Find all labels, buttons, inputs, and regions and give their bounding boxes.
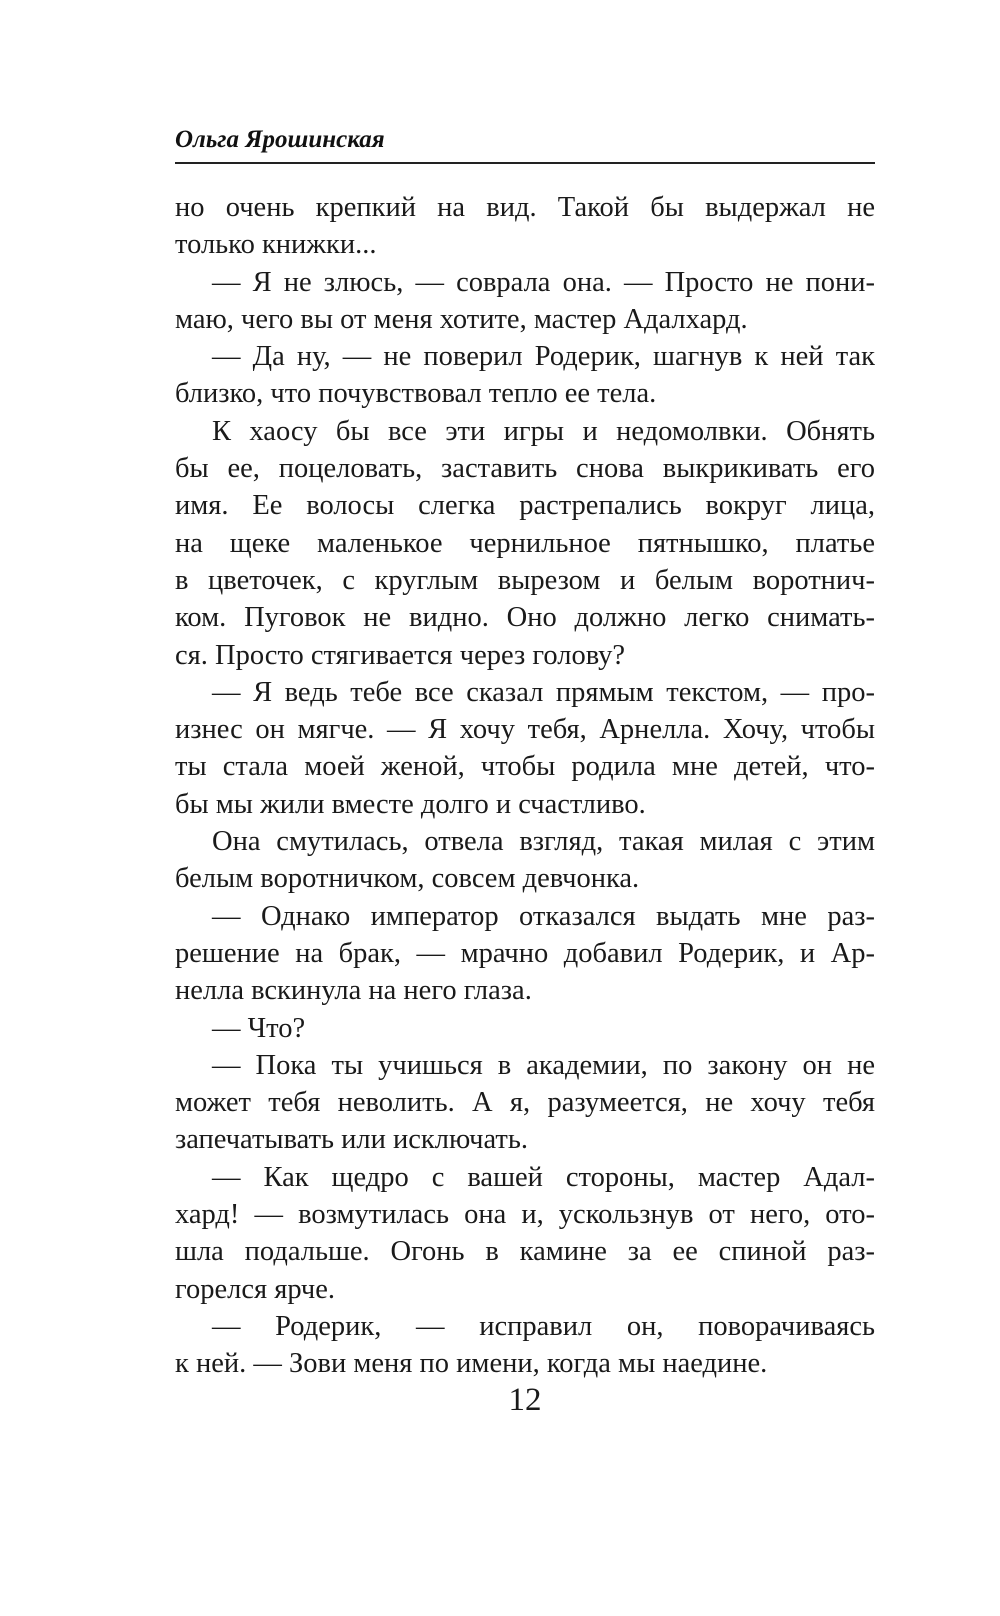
text-line: может тебя неволить. А я, разумеется, не хочу тебя (175, 1087, 875, 1119)
text-line: — Как щедро с вашей стороны, мастер Адал- (212, 1161, 875, 1193)
text-line: ся. Просто стягивается через голову? (175, 639, 626, 671)
text-line: к ней. — Зови меня по имени, когда мы наедине. (175, 1348, 768, 1380)
text-line: бы ее, поцеловать, заставить снова выкрикивать его (175, 453, 875, 485)
text-line: маю, чего вы от меня хотите, мастер Адалхард. (175, 303, 748, 335)
page-number: 12 (508, 1382, 542, 1418)
text-line: близко, что почувствовал тепло ее тела. (175, 378, 657, 410)
text-line: но очень крепкий на вид. Такой бы выдержал не (175, 192, 875, 223)
text-line: белым воротничком, совсем девчонка. (175, 863, 640, 895)
text-line: имя. Ее волосы слегка растрепались вокруг лица, (175, 490, 875, 522)
text-line: — Что? (212, 1012, 306, 1044)
text-line: — Да ну, — не поверил Родерик, шагнув к ней так (212, 341, 875, 373)
text-line: — Я не злюсь, — соврала она. — Просто не пони- (212, 266, 875, 298)
text-line: горелся ярче. (175, 1273, 335, 1305)
text-line: на щеке маленькое чернильное пятнышко, платье (175, 527, 875, 559)
text-line: шла подальше. Огонь в камине за ее спиной раз- (175, 1236, 875, 1268)
text-line: только книжки... (175, 229, 377, 261)
body-text (175, 189, 875, 1383)
text-line: — Однако император отказался выдать мне раз- (212, 900, 875, 932)
running-head-author: Ольга Ярошинская (175, 126, 385, 153)
text-line: хард! — возмутилась она и, ускользнув от него, ото- (175, 1199, 875, 1231)
header-rule (175, 162, 875, 164)
text-line: Она смутилась, отвела взгляд, такая милая с этим (212, 826, 875, 858)
text-line: ты стала моей женой, чтобы родила мне детей, что- (175, 751, 875, 783)
text-line: бы мы жили вместе долго и счастливо. (175, 788, 646, 820)
text-line: решение на брак, — мрачно добавил Родерик, и Ар- (175, 937, 875, 969)
text-line: в цветочек, с круглым вырезом и белым воротнич- (175, 564, 875, 596)
text-line: — Я ведь тебе все сказал прямым текстом, — про- (212, 676, 875, 708)
text-line: — Пока ты учишься в академии, по закону он не (212, 1049, 875, 1081)
text-line: К хаосу бы все эти игры и недомолвки. Обнять (212, 415, 875, 447)
text-line: изнес он мягче. — Я хочу тебя, Арнелла. Хочу, чтобы (175, 714, 875, 746)
text-line: нелла вскинула на него глаза. (175, 975, 532, 1007)
text-line: — Родерик, — исправил он, поворачиваясь (212, 1310, 875, 1342)
text-line: запечатывать или исключать. (175, 1124, 528, 1156)
text-line: ком. Пуговок не видно. Оно должно легко снимать- (175, 602, 875, 634)
